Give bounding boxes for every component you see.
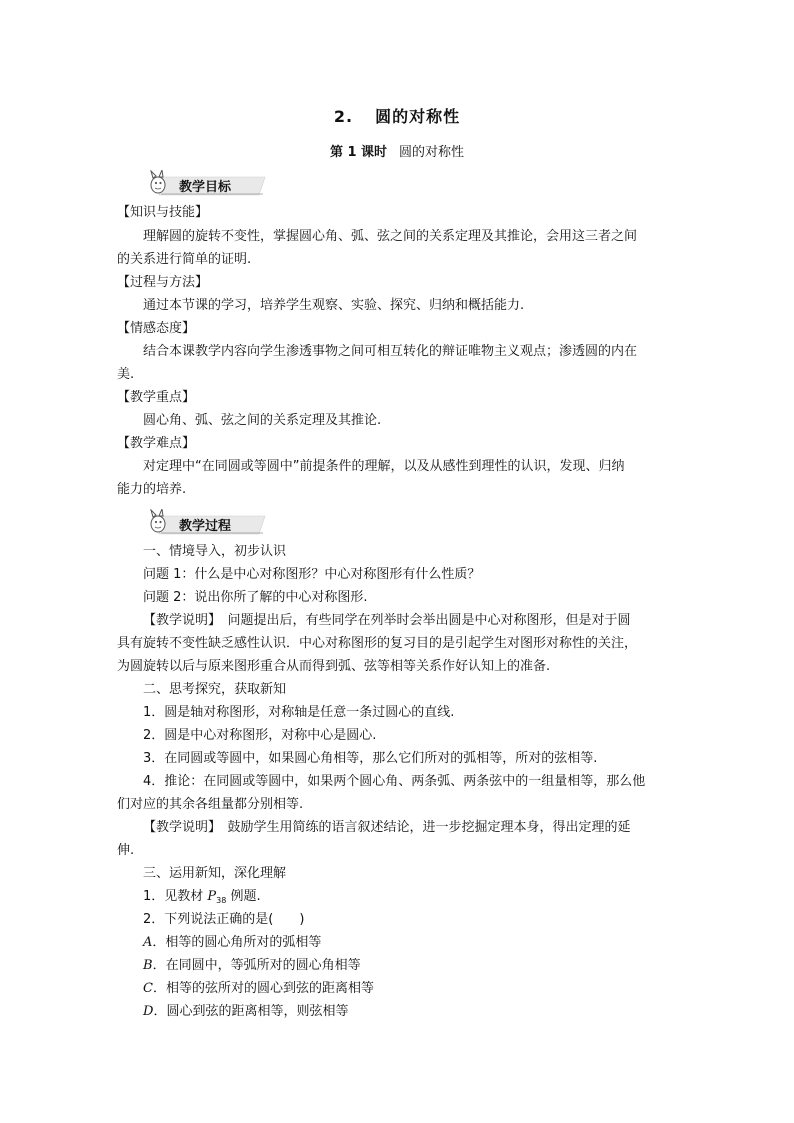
mascot-icon bbox=[151, 509, 165, 532]
option-c: C．相等的弦所对的圆心到弦的距离相等 bbox=[143, 981, 374, 996]
option-b: B．在同圆中，等弧所对的圆心角相等 bbox=[143, 958, 361, 973]
point-3: 3．在同圆或等圆中，如果圆心角相等，那么它们所对的弧相等，所对的弦相等. bbox=[143, 751, 598, 766]
paragraph-line: 具有旋转不变性缺乏感性认识．中心对称图形的复习目的是引起学生对图形对称性的关注， bbox=[117, 636, 638, 651]
paragraph-line: 能力的培养. bbox=[117, 482, 187, 497]
paragraph-line: 的关系进行简单的证明. bbox=[117, 252, 252, 267]
point-1: 1．圆是轴对称图形，对称轴是任意一条过圆心的直线. bbox=[143, 705, 455, 720]
page-title bbox=[0, 104, 794, 127]
section-heading: 一、情境导入，初步认识 bbox=[143, 544, 287, 559]
keypoint-heading: 【教学重点】 bbox=[117, 390, 196, 405]
exercise-1: 1．见教材 $P_{38}$ 例题. bbox=[143, 889, 261, 905]
question-2: 问题 2：说出你所了解的中心对称图形. bbox=[143, 590, 368, 605]
option-d: D．圆心到弦的距离相等，则弦相等 bbox=[143, 1004, 349, 1019]
paragraph-line: 美. bbox=[117, 367, 135, 382]
banner-graphic bbox=[145, 509, 267, 535]
paragraph-line: 【教学说明】 问题提出后，有些同学在列举时会举出圆是中心对称图形，但是对于圆 bbox=[143, 613, 631, 628]
paragraph-line: 通过本节课的学习，培养学生观察、实验、探究、归纳和概括能力. bbox=[143, 298, 525, 313]
section-title: 圆的对称性 bbox=[375, 107, 461, 126]
paragraph-line: 们对应的其余各组量都分别相等. bbox=[117, 797, 304, 812]
paragraph-line: 圆心角、弧、弦之间的关系定理及其推论. bbox=[143, 413, 382, 428]
paragraph-line: 【教学说明】 鼓励学生用简练的语言叙述结论，进一步挖掘定理本身，得出定理的延 bbox=[143, 820, 631, 835]
point-2: 2．圆是中心对称图形，对称中心是圆心. bbox=[143, 728, 377, 743]
paragraph-line: 伸. bbox=[117, 843, 135, 858]
banner-label: 教学过程 bbox=[179, 519, 232, 534]
lesson-period: 第 1 课时 bbox=[329, 145, 388, 160]
paragraph-line: 对定理中“在同圆或等圆中”前提条件的理解，以及从感性到理性的认识，发现、归纳 bbox=[143, 459, 625, 474]
page-subtitle bbox=[0, 141, 794, 160]
knowledge-heading: 【知识与技能】 bbox=[117, 205, 209, 220]
paragraph-line: 理解圆的旋转不变性，掌握圆心角、弧、弦之间的关系定理及其推论，会用这三者之间 bbox=[143, 229, 638, 244]
exercise-2: 2．下列说法正确的是( ) bbox=[143, 912, 305, 927]
difficulty-heading: 【教学难点】 bbox=[117, 436, 196, 451]
mascot-icon bbox=[151, 170, 165, 193]
goals-banner bbox=[145, 170, 267, 196]
section-number: 2. bbox=[333, 107, 354, 126]
banner-graphic bbox=[145, 170, 267, 196]
paragraph-line: 结合本课教学内容向学生渗透事物之间可相互转化的辩证唯物主义观点；渗透圆的内在 bbox=[143, 344, 638, 359]
emotion-heading: 【情感态度】 bbox=[117, 321, 196, 336]
paragraph-line: 为圆旋转以后与原来图形重合从而得到弧、弦等相等关系作好认知上的准备. bbox=[117, 659, 551, 674]
option-a: A．相等的圆心角所对的弧相等 bbox=[143, 935, 322, 950]
section-heading: 二、思考探究，获取新知 bbox=[143, 682, 287, 697]
banner-label: 教学目标 bbox=[179, 180, 232, 195]
point-4: 4．推论：在同圆或等圆中，如果两个圆心角、两条弧、两条弦中的一组量相等，那么他 bbox=[143, 774, 646, 789]
question-1: 问题 1：什么是中心对称图形？中心对称图形有什么性质？ bbox=[143, 567, 481, 582]
section-heading: 三、运用新知，深化理解 bbox=[143, 866, 287, 881]
method-heading: 【过程与方法】 bbox=[117, 275, 209, 290]
process-banner bbox=[145, 509, 267, 535]
lesson-title: 圆的对称性 bbox=[399, 145, 465, 160]
